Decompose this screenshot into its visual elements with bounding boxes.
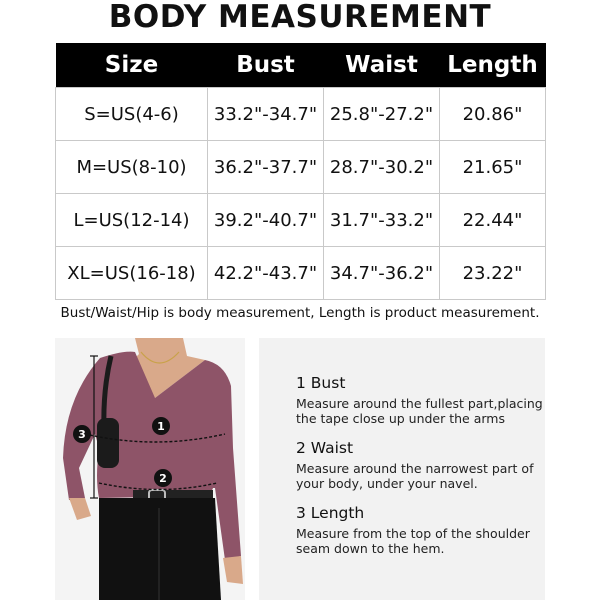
marker-1 xyxy=(152,417,170,435)
cell-bust: 36.2"-37.7" xyxy=(208,141,324,194)
instructions-panel xyxy=(259,338,545,600)
table-row xyxy=(56,88,546,141)
instruction-waist xyxy=(296,439,546,491)
model-figure xyxy=(55,338,245,600)
header-bust: Bust xyxy=(208,43,324,88)
table-row xyxy=(56,141,546,194)
svg-text:3: 3 xyxy=(78,428,86,441)
cell-length: 22.44" xyxy=(440,194,546,247)
model-pants xyxy=(99,498,221,600)
marker-3 xyxy=(73,425,91,443)
table-row xyxy=(56,247,546,300)
instruction-text: Measure from the top of the shoulder seam down to the hem. xyxy=(296,526,530,556)
marker-2 xyxy=(154,469,172,487)
cell-size: XL=US(16-18) xyxy=(56,247,208,300)
page-title: BODY MEASUREMENT xyxy=(108,0,492,35)
header-length: Length xyxy=(440,43,546,88)
header-waist: Waist xyxy=(324,43,440,88)
size-chart-table xyxy=(55,43,546,300)
cell-waist: 34.7"-36.2" xyxy=(324,247,440,300)
instruction-text: Measure around the fullest part,placing the tape close up under the arms xyxy=(296,396,543,426)
cell-length: 20.86" xyxy=(440,88,546,141)
cell-bust: 39.2"-40.7" xyxy=(208,194,324,247)
instruction-text: Measure around the narrowest part of your body, under your navel. xyxy=(296,461,534,491)
svg-text:1: 1 xyxy=(157,420,165,433)
instruction-heading: 3 Length xyxy=(296,504,365,522)
cell-size: M=US(8-10) xyxy=(56,141,208,194)
instruction-heading: 1 Bust xyxy=(296,374,346,392)
instruction-length xyxy=(296,504,546,556)
cell-size: L=US(12-14) xyxy=(56,194,208,247)
measurement-note: Bust/Waist/Hip is body measurement, Length is product measurement. xyxy=(60,305,540,321)
cell-waist: 25.8"-27.2" xyxy=(324,88,440,141)
table-header-row xyxy=(56,43,546,88)
cell-bust: 33.2"-34.7" xyxy=(208,88,324,141)
instruction-heading: 2 Waist xyxy=(296,439,354,457)
table-row xyxy=(56,194,546,247)
cell-length: 23.22" xyxy=(440,247,546,300)
header-size: Size xyxy=(56,43,208,88)
cell-waist: 28.7"-30.2" xyxy=(324,141,440,194)
model-illustration xyxy=(55,338,245,600)
svg-text:2: 2 xyxy=(159,472,167,485)
cell-waist: 31.7"-33.2" xyxy=(324,194,440,247)
model-hand-left xyxy=(69,498,91,520)
cell-bust: 42.2"-43.7" xyxy=(208,247,324,300)
handbag xyxy=(97,418,119,468)
cell-size: S=US(4-6) xyxy=(56,88,208,141)
model-hand xyxy=(223,556,243,584)
instruction-bust xyxy=(296,374,546,426)
cell-length: 21.65" xyxy=(440,141,546,194)
